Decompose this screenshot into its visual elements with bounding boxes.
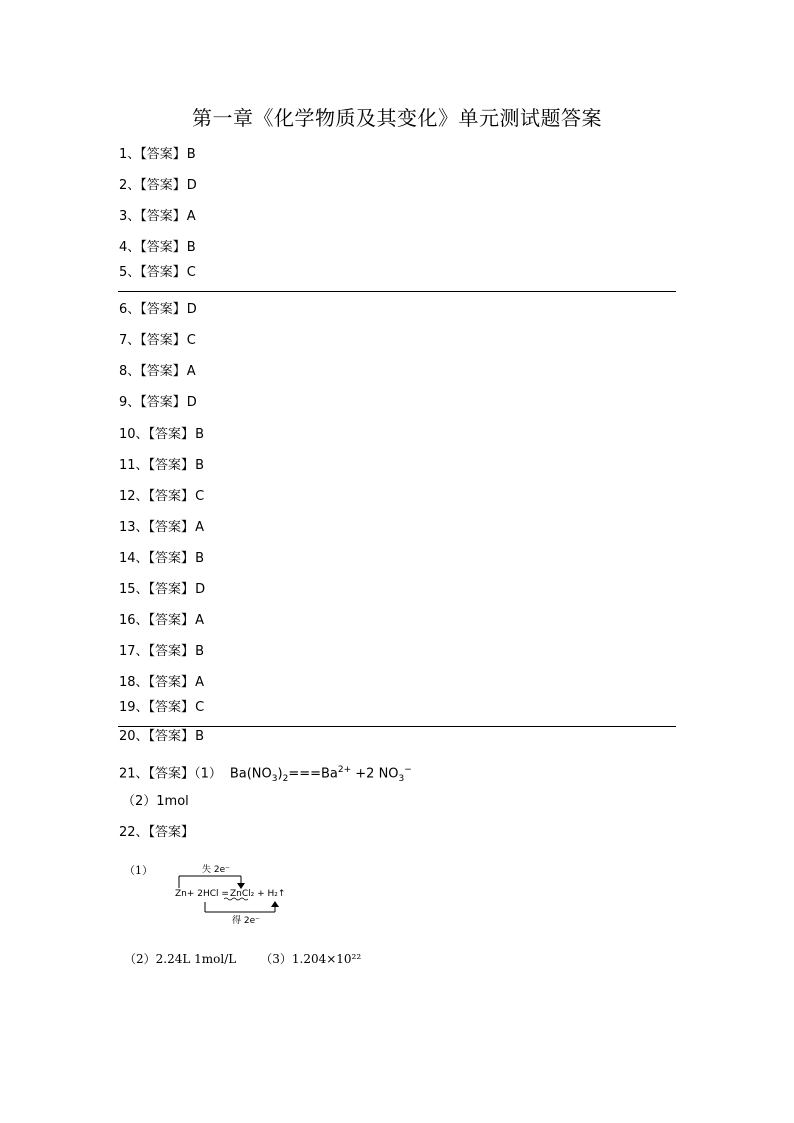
- answer-letter: D: [186, 178, 197, 193]
- answer-letter: C: [186, 265, 196, 280]
- answer-letter: A: [195, 675, 204, 690]
- answer-tag: 【答案】: [140, 147, 186, 162]
- answer-21-part-2: （2）1mol: [122, 794, 189, 809]
- answer-number: 22、: [119, 825, 149, 840]
- answer-tag: 【答案】: [148, 729, 195, 744]
- page-title: 第一章《化学物质及其变化》单元测试题答案: [192, 106, 602, 130]
- answer-letter: C: [195, 700, 205, 715]
- answer-letter: A: [195, 613, 204, 628]
- subscript: 3: [271, 773, 278, 784]
- answer-letter: A: [186, 364, 196, 379]
- answer-11: [119, 458, 204, 474]
- answer-letter: C: [195, 489, 205, 504]
- answer-number: 16、: [119, 613, 149, 628]
- answer-tag: 【答案】: [148, 582, 195, 597]
- answer-tag: 【答案】: [140, 240, 186, 255]
- answer-letter: A: [186, 209, 196, 224]
- answer-22-part-1-label: （1）: [124, 864, 153, 877]
- answer-letter: B: [195, 458, 204, 473]
- answer-14: [119, 551, 204, 567]
- answer-tag: 【答案】: [148, 613, 195, 628]
- answer-number: 13、: [119, 520, 149, 535]
- answer-tag: 【答案】: [140, 395, 186, 410]
- answer-10: [119, 427, 204, 443]
- answer-tag: 【答案】: [148, 551, 195, 566]
- equation-close-paren: ): [277, 766, 283, 782]
- answer-tag: 【答案】: [140, 265, 186, 280]
- answer-8: [119, 364, 196, 380]
- gain-electrons-label: 得 2e⁻: [232, 916, 260, 926]
- answer-number: 20、: [119, 729, 149, 744]
- answer-letter: B: [195, 427, 204, 442]
- answer-12: [119, 489, 204, 505]
- answer-letter: C: [186, 333, 196, 348]
- answer-21: [119, 762, 412, 787]
- answer-letter: B: [195, 644, 204, 659]
- superscript: 2+: [337, 765, 352, 775]
- answer-tag: 【答案】: [148, 825, 195, 840]
- answer-number: 14、: [119, 551, 149, 566]
- answer-9: [119, 395, 197, 411]
- answer-tag: 【答案】: [148, 520, 195, 535]
- electron-transfer-diagram: [120, 858, 320, 930]
- equation-nitrate: +2 NO: [351, 766, 399, 782]
- answer-letter: D: [195, 582, 206, 597]
- answer-number: 19、: [119, 700, 149, 715]
- answer-13: [119, 520, 204, 536]
- equation-equals-ba: ===Ba: [288, 766, 338, 782]
- answer-number: 11、: [119, 458, 149, 473]
- answer-tag: 【答案】: [140, 178, 186, 193]
- answer-tag: 【答案】: [148, 427, 195, 442]
- answer-number: 7、: [119, 333, 141, 348]
- divider-line: [118, 291, 676, 292]
- lose-electrons-label: 失 2e⁻: [202, 865, 230, 875]
- answer-number: 12、: [119, 489, 149, 504]
- answer-20: [119, 729, 204, 745]
- subscript: 2: [282, 773, 289, 784]
- answer-number: 5、: [119, 265, 141, 280]
- answer-22-part-2: （2）2.24L 1mol/L: [124, 952, 237, 966]
- answer-16: [119, 613, 204, 629]
- answer-2: [119, 178, 197, 194]
- answer-19: [119, 700, 204, 716]
- answer-3: [119, 209, 196, 225]
- answer-letter: D: [186, 395, 197, 410]
- divider-line: [118, 726, 676, 727]
- answer-tag: 【答案】: [140, 209, 186, 224]
- answer-letter: A: [195, 520, 204, 535]
- answer-letter: B: [186, 240, 196, 255]
- answer-tag: 【答案】: [148, 489, 195, 504]
- answer-number: 21、: [119, 766, 149, 782]
- gain-arrowhead-icon: [271, 901, 279, 907]
- answer-letter: D: [186, 302, 197, 317]
- answer-tag: 【答案】: [148, 458, 195, 473]
- answer-number: 17、: [119, 644, 149, 659]
- answer-tag: 【答案】: [148, 766, 195, 782]
- answer-tag: 【答案】: [140, 333, 186, 348]
- answer-number: 6、: [119, 302, 141, 317]
- answer-number: 4、: [119, 240, 141, 255]
- answer-letter: B: [195, 729, 204, 744]
- answer-17: [119, 644, 204, 660]
- answer-letter: B: [186, 147, 196, 162]
- answer-1: [119, 147, 196, 163]
- equation-ba-nitrate: Ba(NO: [229, 766, 272, 782]
- answer-number: 10、: [119, 427, 149, 442]
- answer-22-part-3: （3）1.204×10²²: [260, 952, 362, 966]
- answer-tag: 【答案】: [148, 644, 195, 659]
- answer-number: 15、: [119, 582, 149, 597]
- equation-left: Zn+ 2HCl =: [175, 889, 229, 899]
- answer-15: [119, 582, 205, 598]
- answer-number: 18、: [119, 675, 149, 690]
- answer-number: 3、: [119, 209, 141, 224]
- answer-tag: 【答案】: [148, 675, 195, 690]
- equation-right: ZnCl₂ + H₂↑: [230, 889, 286, 899]
- answer-18: [119, 675, 204, 691]
- answer-number: 2、: [119, 178, 141, 193]
- answer-22: [119, 825, 194, 841]
- answer-6: [119, 302, 197, 318]
- part-label: （1）: [194, 766, 222, 782]
- superscript: −: [404, 765, 412, 775]
- answer-tag: 【答案】: [148, 700, 195, 715]
- answer-7: [119, 333, 196, 349]
- subscript: 3: [398, 773, 405, 784]
- answer-4: [119, 240, 196, 256]
- answer-number: 9、: [119, 395, 141, 410]
- answer-22-parts-2-3: [124, 951, 361, 967]
- answer-tag: 【答案】: [140, 302, 186, 317]
- answer-number: 1、: [119, 147, 141, 162]
- answer-letter: B: [195, 551, 204, 566]
- answer-number: 8、: [119, 364, 141, 379]
- answer-tag: 【答案】: [140, 364, 186, 379]
- answer-5: [119, 265, 196, 281]
